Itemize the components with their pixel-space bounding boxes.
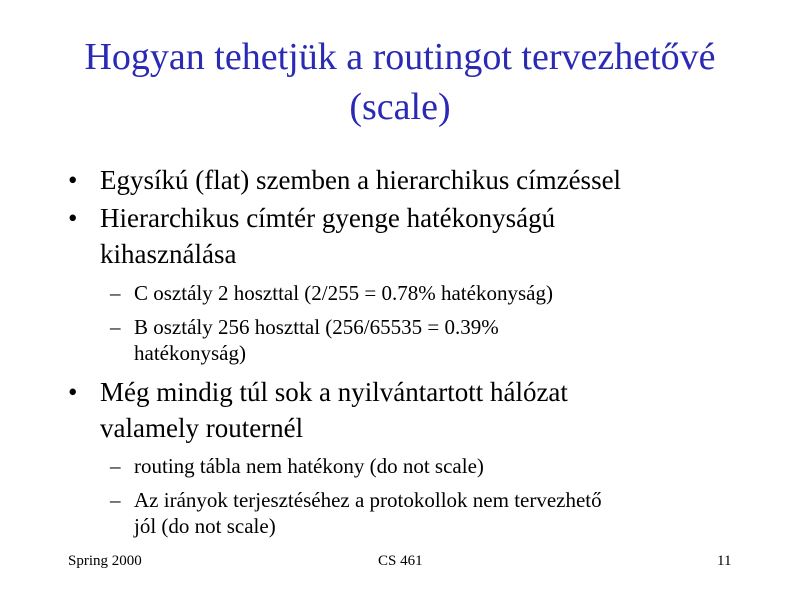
sub-bullet-text: C osztály 2 hoszttal (2/255 = 0.78% hatékonyság)	[134, 281, 553, 305]
bullet-text-line2: kihasználása	[100, 239, 237, 269]
bullet-text-line2: valamely routernél	[100, 413, 304, 443]
footer-course-name: CS 461	[378, 553, 423, 569]
bullet-icon: •	[68, 203, 78, 233]
bullet-text: Egysíkú (flat) szemben a hierarchikus címzéssel	[100, 165, 622, 195]
footer-page-number: 11	[717, 553, 732, 569]
sub-bullet-text-line2: jól (do not scale)	[134, 514, 276, 538]
sub-bullet-item	[110, 453, 744, 479]
sub-bullet-text-line1: B osztály 256 hoszttal (256/65535 = 0.39%	[134, 315, 499, 339]
slide-title-line1: Hogyan tehetjük a routingot tervezhetővé	[84, 36, 716, 78]
sub-bullet-text: routing tábla nem hatékony (do not scale)	[134, 454, 484, 478]
bullet-icon: •	[68, 377, 78, 407]
bullet-text-line1: Hierarchikus címtér gyenge hatékonyságú	[100, 203, 556, 233]
slide-title	[40, 32, 760, 132]
dash-icon: –	[110, 488, 121, 512]
bullet-item	[68, 374, 740, 446]
bullet-text-line1: Még mindig túl sok a nyilvántartott hálózat	[100, 377, 568, 407]
sub-bullet-text-line2: hatékonyság)	[134, 341, 246, 365]
bullet-item	[68, 200, 740, 272]
bullet-icon: •	[68, 165, 78, 195]
bullet-item	[68, 162, 740, 198]
footer-course-term: Spring 2000	[68, 553, 142, 569]
sub-bullet-item	[110, 487, 744, 539]
sub-bullet-item	[110, 280, 744, 306]
dash-icon: –	[110, 315, 121, 339]
dash-icon: –	[110, 281, 121, 305]
sub-bullet-text-line1: Az irányok terjesztéséhez a protokollok nem tervezhető	[134, 488, 602, 512]
dash-icon: –	[110, 454, 121, 478]
sub-bullet-item	[110, 314, 744, 366]
slide-title-line2: (scale)	[349, 86, 451, 128]
